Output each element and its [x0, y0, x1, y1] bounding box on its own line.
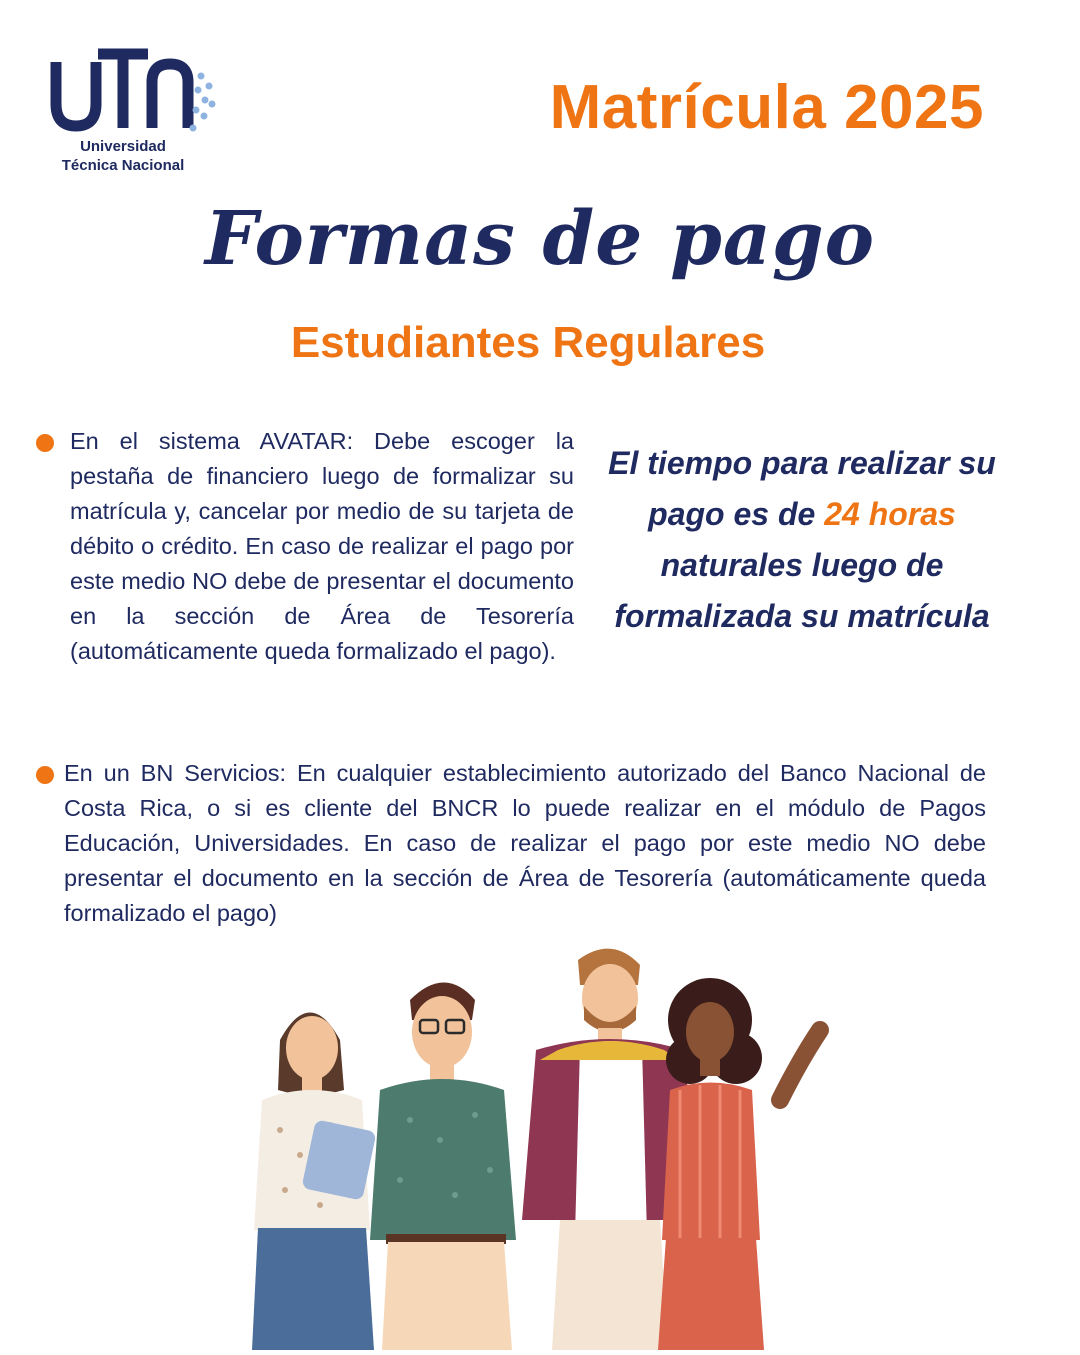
utn-logo [48, 42, 228, 182]
students-group-illustration [240, 940, 860, 1350]
callout-highlight: 24 horas [824, 496, 956, 532]
bullet-avatar-text: En el sistema AVATAR: Debe escoger la pestaña de financiero luego de formalizar su matrícula y, cancelar por medio de su tarjeta de débito o crédito. En caso de realizar el pago por este medio NO debe de presentar el documento en la sección de Área de Tesorería (automáticamente queda formalizado el pago). [70, 428, 574, 664]
bullet-bn-text: En un BN Servicios: En cualquier establecimiento autorizado del Banco Nacional de Costa Rica, o si es cliente del BNCR lo puede realizar en el módulo de Pagos Educación, Universidades. En caso de realizar el pago por este medio NO debe presentar el documento en la sección de Área de Tesorería (automáticamente queda formalizado el pago) [64, 760, 986, 926]
callout-text-before: El tiempo para realizar su pago es de [608, 445, 996, 532]
student-woman-tablet-icon [252, 1013, 377, 1351]
page-title: Matrícula 2025 [549, 73, 984, 142]
subtitle: Estudiantes Regulares [290, 318, 766, 367]
callout-text-after: naturales luego de formalizada su matrícula [614, 547, 990, 634]
logo-line-1: Universidad [80, 138, 166, 155]
student-man-glasses-icon [370, 983, 516, 1351]
student-woman-curly-icon [658, 978, 820, 1350]
logo-line-2: Técnica Nacional [61, 157, 185, 174]
script-heading: Formas de pago [205, 196, 875, 282]
payment-deadline-callout [602, 438, 1002, 642]
logo-text [48, 137, 198, 175]
utn-logo-mark [48, 42, 228, 137]
bullet-dot-icon [36, 434, 54, 452]
bullet-dot-icon [36, 766, 54, 784]
